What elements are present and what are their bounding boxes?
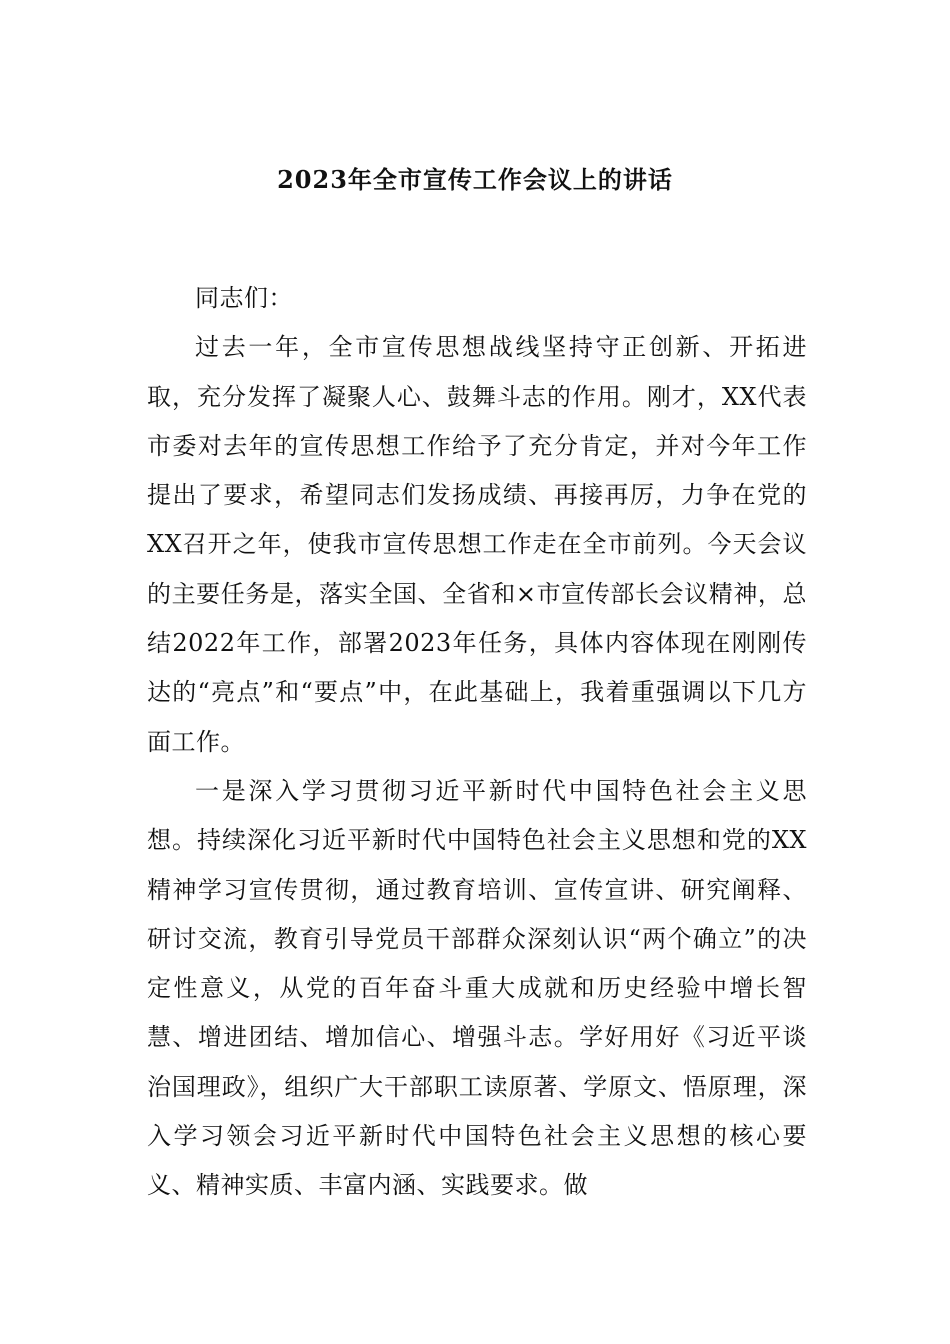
salutation: 同志们： xyxy=(195,284,293,312)
paragraph-1: 过去一年，全市宣传思想战线坚持守正创新、开拓进取，充分发挥了凝聚人心、鼓舞斗志的作用。刚才，XX代表市委对去年的宣传思想工作给予了充分肯定，并对今年工作提出了要求，希望同志们发扬成绩、再接再厉，力争在党的XX召开之年，使我市宣传思想工作走在全市前列。今天会议的主要任务是，落实全国、全省和×市宣传部长会议精神，总结2022年工作，部署2023年任务，具体内容体现在刚刚传达的“亮点”和“要点”中，在此基础上，我着重强调以下几方面工作。 xyxy=(147,333,807,756)
document-body xyxy=(147,274,807,1211)
document-title: 2023年全市宣传工作会议上的讲话 xyxy=(277,165,673,194)
paragraph-2: 一是深入学习贯彻习近平新时代中国特色社会主义思想。持续深化习近平新时代中国特色社会主义思想和党的XX精神学习宣传贯彻，通过教育培训、宣传宣讲、研究阐释、研讨交流，教育引导党员干部群众深刻认识“两个确立”的决定性意义，从党的百年奋斗重大成就和历史经验中增长智慧、增进团结、增加信心、增强斗志。学好用好《习近平谈治国理政》，组织广大干部职工读原著、学原文、悟原理，深入学习领会习近平新时代中国特色社会主义思想的核心要义、精神实质、丰富内涵、实践要求。做 xyxy=(147,776,807,1200)
